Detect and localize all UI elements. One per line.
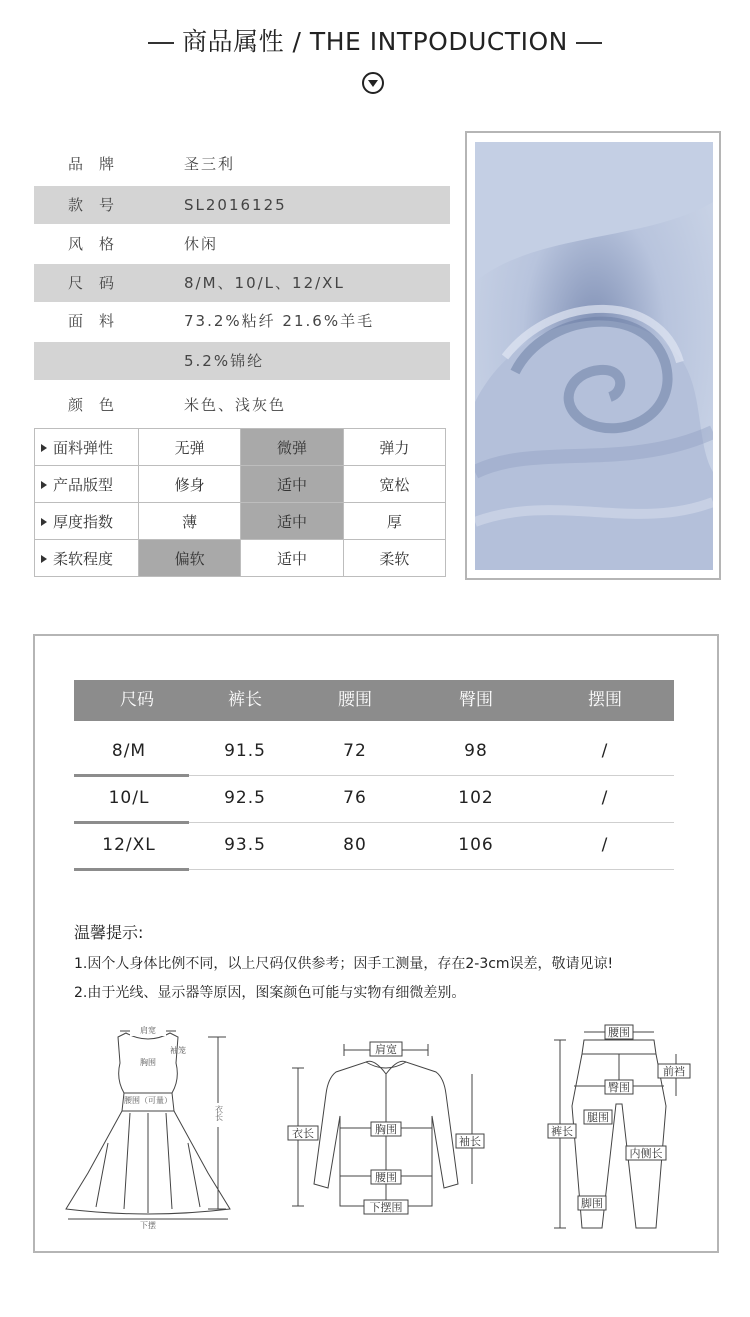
attribute-row-fabric — [34, 302, 450, 340]
shirt-label-sleeve: 袖长 — [459, 1135, 481, 1148]
size-row — [74, 776, 674, 823]
rating-option-selected: 适中 — [241, 466, 343, 503]
dress-label-shoulder: 肩宽 — [140, 1026, 156, 1035]
rating-row-fit — [35, 466, 446, 503]
size-header-cell: 裤长 — [228, 690, 262, 710]
size-cell: 12/XL — [102, 835, 156, 855]
dress-label-sleeve: 袖笼 — [170, 1046, 186, 1055]
size-cell: 106 — [458, 835, 494, 855]
rating-option: 无弹 — [139, 429, 241, 466]
shirt-label-chest: 胸围 — [375, 1123, 397, 1136]
tip-line: 2.由于光线、显示器等原因，图案颜色可能与实物有细微差别。 — [74, 985, 466, 1001]
size-cell: / — [601, 788, 609, 808]
dress-measurement-diagram — [58, 1023, 238, 1233]
rating-grid — [34, 428, 446, 577]
attribute-value: 圣三利 — [184, 155, 236, 173]
triangle-right-icon — [41, 518, 47, 526]
chevron-down-circle-icon — [362, 72, 384, 94]
row-underline — [74, 868, 189, 871]
pants-label-thigh: 腿围 — [587, 1111, 609, 1124]
rating-option: 柔软 — [343, 540, 445, 577]
attribute-value: 8/M、10/L、12/XL — [184, 274, 345, 292]
attribute-row-fabric-cont — [34, 342, 450, 380]
size-header-cell: 腰围 — [338, 690, 372, 710]
rating-option: 宽松 — [343, 466, 445, 503]
fabric-photo — [475, 142, 713, 570]
size-table-header — [74, 680, 674, 721]
size-cell: 72 — [343, 741, 367, 761]
size-cell: 93.5 — [224, 835, 266, 855]
pants-measurement-diagram — [544, 1022, 694, 1232]
size-cell: 76 — [343, 788, 367, 808]
size-cell: / — [601, 835, 609, 855]
dress-label-hem: 下摆 — [140, 1221, 156, 1230]
shirt-label-hem: 下摆围 — [369, 1201, 403, 1214]
pants-label-inseam: 内侧长 — [629, 1147, 663, 1160]
rating-option: 修身 — [139, 466, 241, 503]
size-header-cell: 臀围 — [459, 690, 493, 710]
attribute-value: 73.2%粘纤 21.6%羊毛 — [184, 312, 375, 330]
pants-label-rise: 前裆 — [663, 1065, 685, 1078]
pants-label-hip: 臀围 — [608, 1081, 630, 1094]
rating-option-selected: 微弹 — [241, 429, 343, 466]
attribute-value: 5.2%锦纶 — [184, 352, 265, 370]
size-cell: 92.5 — [224, 788, 266, 808]
rating-label: 面料弹性 — [35, 429, 139, 466]
attribute-label: 款号 — [68, 196, 131, 214]
attribute-label: 品牌 — [68, 155, 131, 173]
attribute-label: 颜色 — [68, 396, 131, 414]
pants-label-length: 裤长 — [551, 1125, 573, 1138]
attribute-row-style-number — [34, 186, 450, 224]
tip-line: 1.因个人身体比例不同，以上尺码仅供参考；因手工测量，存在2-3cm误差，敬请见谅! — [74, 956, 614, 972]
attribute-value: 休闲 — [184, 235, 219, 253]
rating-option: 薄 — [139, 503, 241, 540]
size-cell: / — [601, 741, 609, 761]
size-header-cell: 尺码 — [120, 690, 154, 710]
section-title — [0, 22, 750, 58]
title-dash-right — [576, 42, 602, 44]
shirt-label-length: 衣长 — [292, 1127, 314, 1140]
attribute-row-size — [34, 264, 450, 302]
triangle-right-icon — [41, 555, 47, 563]
rating-label: 柔软程度 — [35, 540, 139, 577]
pants-label-waist: 腰围 — [608, 1026, 630, 1039]
rating-label: 厚度指数 — [35, 503, 139, 540]
pants-label-leg-opening: 脚围 — [581, 1197, 603, 1210]
size-cell: 91.5 — [224, 741, 266, 761]
triangle-right-icon — [41, 481, 47, 489]
fabric-photo-frame — [465, 131, 721, 580]
rating-row-thickness — [35, 503, 446, 540]
attribute-label: 尺码 — [68, 274, 131, 292]
shirt-label-shoulder: 肩宽 — [375, 1043, 397, 1056]
attribute-label: 面料 — [68, 312, 131, 330]
rating-label: 产品版型 — [35, 466, 139, 503]
attribute-row-brand — [34, 145, 450, 183]
dress-label-length: 衣长 — [214, 1105, 224, 1121]
attribute-label: 风格 — [68, 235, 131, 253]
attribute-row-style — [34, 225, 450, 263]
size-cell: 102 — [458, 788, 494, 808]
attribute-value: SL2016125 — [184, 196, 287, 214]
rating-option: 弹力 — [343, 429, 445, 466]
size-cell: 98 — [464, 741, 488, 761]
rating-option: 适中 — [241, 540, 343, 577]
triangle-right-icon — [41, 444, 47, 452]
rating-option-selected: 偏软 — [139, 540, 241, 577]
rating-option: 厚 — [343, 503, 445, 540]
dress-label-waist: 腰围（可量） — [124, 1096, 172, 1105]
tips-title: 温馨提示: — [74, 923, 144, 942]
size-row — [74, 729, 674, 776]
rating-row-softness — [35, 540, 446, 577]
dress-label-chest: 胸围 — [140, 1058, 156, 1067]
size-cell: 10/L — [108, 788, 150, 808]
section-title-text: 商品属性 / THE INTPODUCTION — [182, 27, 568, 56]
shirt-measurement-diagram — [286, 1034, 486, 1218]
attribute-value: 米色、浅灰色 — [184, 396, 287, 414]
title-dash-left — [148, 42, 174, 44]
size-cell: 8/M — [111, 741, 147, 761]
attribute-row-color — [34, 386, 450, 424]
size-cell: 80 — [343, 835, 367, 855]
size-row — [74, 823, 674, 870]
shirt-label-waist: 腰围 — [375, 1171, 397, 1184]
rating-option-selected: 适中 — [241, 503, 343, 540]
size-header-cell: 摆围 — [588, 690, 622, 710]
rating-row-elasticity — [35, 429, 446, 466]
